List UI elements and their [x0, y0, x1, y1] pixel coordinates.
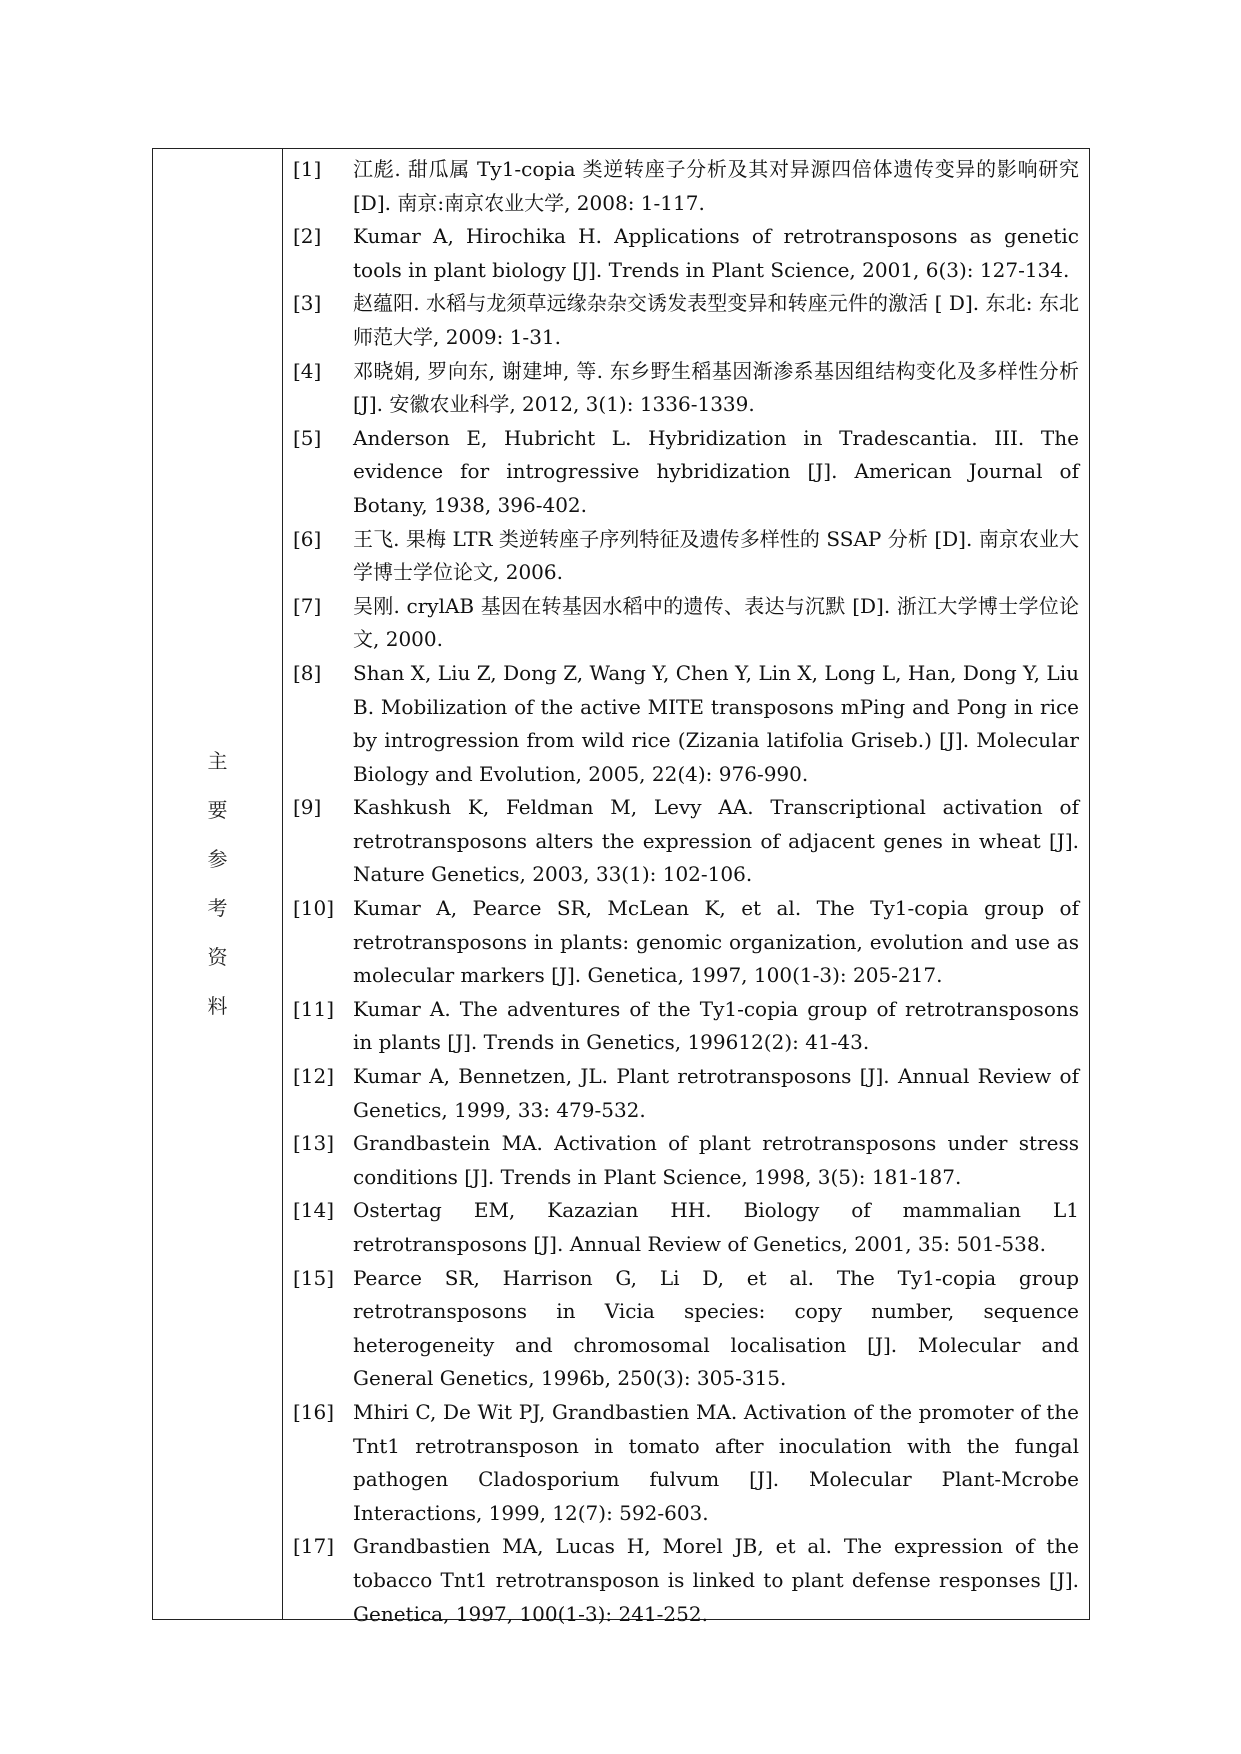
reference-item — [293, 892, 1079, 993]
reference-number: [15] — [293, 1265, 335, 1290]
section-label-char: 主 — [207, 749, 228, 773]
section-label-char: 参 — [207, 847, 228, 871]
reference-number: [1] — [293, 157, 322, 181]
reference-list — [283, 149, 1089, 1626]
reference-text: 王飞. 果梅 LTR 类逆转座子序列特征及遗传多样性的 SSAP 分析 [D]. 南京农业大学博士学位论文, 2006. — [353, 526, 1079, 585]
reference-text: Kumar A, Hirochika H. Applications of retrotransposons as genetic tools in plant biology [J]. Trends in Plant Science, 2001, 6(3): 127-134. — [353, 224, 1079, 282]
reference-item — [293, 993, 1079, 1060]
reference-item — [293, 355, 1079, 422]
reference-text: 赵蕴阳. 水稻与龙须草远缘杂杂交诱发表型变异和转座元件的激活 [ D]. 东北: 东北师范大学, 2009: 1-31. — [353, 291, 1079, 349]
section-label-char: 考 — [207, 896, 228, 920]
reference-text: Kashkush K, Feldman M, Levy AA. Transcriptional activation of retrotransposons alters the expression of adjacent genes in wheat [J]. Nature Genetics, 2003, 33(1): 102-106. — [353, 795, 1079, 887]
reference-text: Kumar A, Bennetzen, JL. Plant retrotransposons [J]. Annual Review of Genetics, 1999, 33: 479-532. — [353, 1064, 1079, 1122]
reference-text: 吴刚. crylAB 基因在转基因水稻中的遗传、表达与沉默 [D]. 浙江大学博士学位论文, 2000. — [353, 593, 1079, 652]
reference-number: [14] — [293, 1198, 335, 1223]
reference-number: [4] — [293, 358, 322, 383]
reference-number: [5] — [293, 425, 322, 450]
reference-item — [293, 1262, 1079, 1396]
reference-item — [293, 422, 1079, 523]
reference-item — [293, 1194, 1079, 1261]
section-label-char: 要 — [207, 798, 228, 822]
reference-number: [12] — [293, 1064, 335, 1089]
reference-text: Kumar A, Pearce SR, McLean K, et al. The Ty1-copia group of retrotransposons in plants: genomic organization, evolution and use as molecular markers [J]. Genetica, 1997, 100(1-3): 205-217. — [353, 896, 1079, 988]
reference-number: [3] — [293, 291, 322, 316]
reference-text: Mhiri C, De Wit PJ, Grandbastien MA. Activation of the promoter of the Tnt1 retrotransposon in tomato after inoculation with the fungal pathogen Cladosporium fulvum [J]. Molecular Plant-Mcrobe Interactions, 1999, 12(7): 592-603. — [353, 1399, 1079, 1525]
reference-text: Shan X, Liu Z, Dong Z, Wang Y, Chen Y, Lin X, Long L, Han, Dong Y, Liu B. Mobilization of the active MITE transposons mPing and Pong in rice by introgression from wild rice (Zizania latifolia Griseb.) [J]. Molecular Biology and Evolution, 2005, 22(4): 976-990. — [353, 660, 1079, 786]
reference-number: [11] — [293, 996, 335, 1021]
reference-text: 邓晓娟, 罗向东, 谢建坤, 等. 东乡野生稻基因渐渗系基因组结构变化及多样性分析 [J]. 安徽农业科学, 2012, 3(1): 1336-1339. — [353, 358, 1079, 417]
reference-text: Grandbastein MA. Activation of plant retrotransposons under stress conditions [J]. Trends in Plant Science, 1998, 3(5): 181-187. — [353, 1131, 1079, 1189]
references-table — [152, 148, 1090, 1626]
reference-text: Grandbastien MA, Lucas H, Morel JB, et al. The expression of the tobacco Tnt1 retrotransposon is linked to plant defense responses [J]. Genetica, 1997, 100(1-3): 241-252. — [353, 1534, 1079, 1626]
reference-item — [293, 1396, 1079, 1530]
reference-text: 江彪. 甜瓜属 Ty1-copia 类逆转座子分析及其对异源四倍体遗传变异的影响研究 [D]. 南京:南京农业大学, 2008: 1-117. — [353, 157, 1079, 215]
section-label-char: 资 — [207, 945, 228, 969]
reference-item — [293, 1530, 1079, 1631]
reference-text: Anderson E, Hubricht L. Hybridization in Tradescantia. III. The evidence for introgressive hybridization [J]. American Journal of Botany, 1938, 396-402. — [353, 425, 1079, 517]
reference-number: [6] — [293, 526, 322, 551]
reference-text: Ostertag EM, Kazazian HH. Biology of mammalian L1 retrotransposons [J]. Annual Review of Genetics, 2001, 35: 501-538. — [353, 1198, 1079, 1256]
reference-number: [10] — [293, 896, 335, 921]
reference-number: [7] — [293, 593, 322, 618]
reference-number: [16] — [293, 1399, 335, 1424]
reference-item — [293, 1127, 1079, 1194]
reference-item — [293, 287, 1079, 354]
reference-number: [17] — [293, 1534, 335, 1559]
reference-item — [293, 791, 1079, 892]
reference-number: [13] — [293, 1131, 335, 1156]
reference-item — [293, 657, 1079, 791]
reference-item — [293, 153, 1079, 220]
reference-number: [2] — [293, 224, 322, 249]
section-label-cell — [153, 149, 283, 1619]
reference-item — [293, 220, 1079, 287]
reference-text: Pearce SR, Harrison G, Li D, et al. The Ty1-copia group retrotransposons in Vicia species: copy number, sequence heterogeneity and chromosomal localisation [J]. Molecular and General Genetics, 1996b, 250(3): 305-315. — [353, 1265, 1079, 1391]
reference-number: [9] — [293, 795, 322, 820]
reference-item — [293, 1060, 1079, 1127]
reference-text: Kumar A. The adventures of the Ty1-copia group of retrotransposons in plants [J]. Trends in Genetics, 199612(2): 41-43. — [353, 996, 1079, 1055]
reference-item — [293, 523, 1079, 590]
section-label-char: 料 — [207, 994, 228, 1018]
reference-number: [8] — [293, 660, 322, 685]
reference-item — [293, 590, 1079, 657]
